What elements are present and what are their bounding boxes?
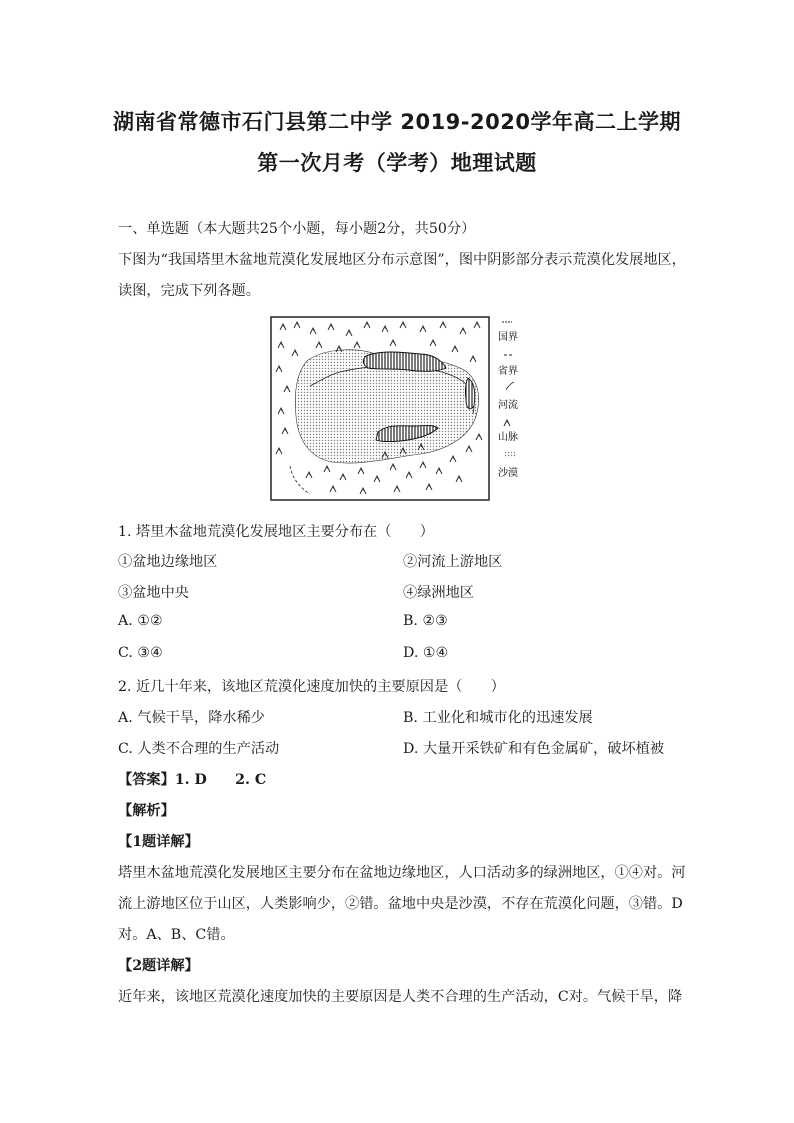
- legend-provincial-border: 省界: [498, 366, 518, 377]
- document-title-line1: 湖南省常德市石门县第二中学 2019-2020学年高二上学期: [113, 110, 681, 134]
- detail2-label: 【2题详解】: [118, 958, 199, 974]
- q1-item3: ③盆地中央: [118, 585, 189, 601]
- q1-item4: ④绿洲地区: [403, 585, 474, 601]
- analysis-label: 【解析】: [118, 803, 175, 819]
- q2-option-a: A. 气候干旱，降水稀少: [118, 710, 265, 726]
- q1-item2: ②河流上游地区: [403, 554, 503, 570]
- intro-line2: 读图，完成下列各题。: [118, 283, 260, 299]
- detail1-label: 【1题详解】: [118, 834, 199, 850]
- q1-option-a: A. ①②: [118, 613, 163, 629]
- q1-option-d: D. ①④: [403, 645, 449, 661]
- legend-national-border: 国界: [498, 332, 518, 343]
- document-title-line2: 第一次月考（学考）地理试题: [257, 151, 537, 175]
- question2-stem: 2. 近几十年来，该地区荒漠化速度加快的主要原因是（ ）: [118, 679, 505, 695]
- question1-stem: 1. 塔里木盆地荒漠化发展地区主要分布在（ ）: [118, 524, 434, 540]
- tarim-basin-desertification-map: [270, 316, 525, 502]
- detail2-line1: 近年来，该地区荒漠化速度加快的主要原因是人类不合理的生产活动，C对。气候干旱，降: [118, 989, 683, 1005]
- intro-line1: 下图为“我国塔里木盆地荒漠化发展地区分布示意图”，图中阴影部分表示荒漠化发展地区，: [118, 252, 686, 268]
- detail1-line2: 流上游地区位于山区，人类影响少，②错。盆地中央是沙漠，不存在荒漠化问题，③错。D: [118, 896, 683, 912]
- q2-option-c: C. 人类不合理的生产活动: [118, 741, 280, 757]
- q2-option-b: B. 工业化和城市化的迅速发展: [403, 710, 593, 726]
- legend-river: 河流: [498, 400, 518, 411]
- q1-option-c: C. ③④: [118, 645, 163, 661]
- q1-item1: ①盆地边缘地区: [118, 554, 218, 570]
- answer-line: 【答案】1. D 2. C: [118, 772, 267, 788]
- detail1-line1: 塔里木盆地荒漠化发展地区主要分布在盆地边缘地区，人口活动多的绿洲地区，①④对。河: [118, 865, 686, 881]
- map-legend: [498, 322, 518, 479]
- legend-desert: 沙漠: [498, 468, 518, 479]
- q1-option-b: B. ②③: [403, 613, 448, 629]
- section-heading: 一、单选题（本大题共25个小题，每小题2分，共50分）: [118, 221, 476, 237]
- legend-mountain: 山脉: [498, 432, 518, 443]
- q2-option-d: D. 大量开采铁矿和有色金属矿，破坏植被: [403, 741, 665, 757]
- detail1-line3: 对。A、B、C错。: [118, 927, 235, 943]
